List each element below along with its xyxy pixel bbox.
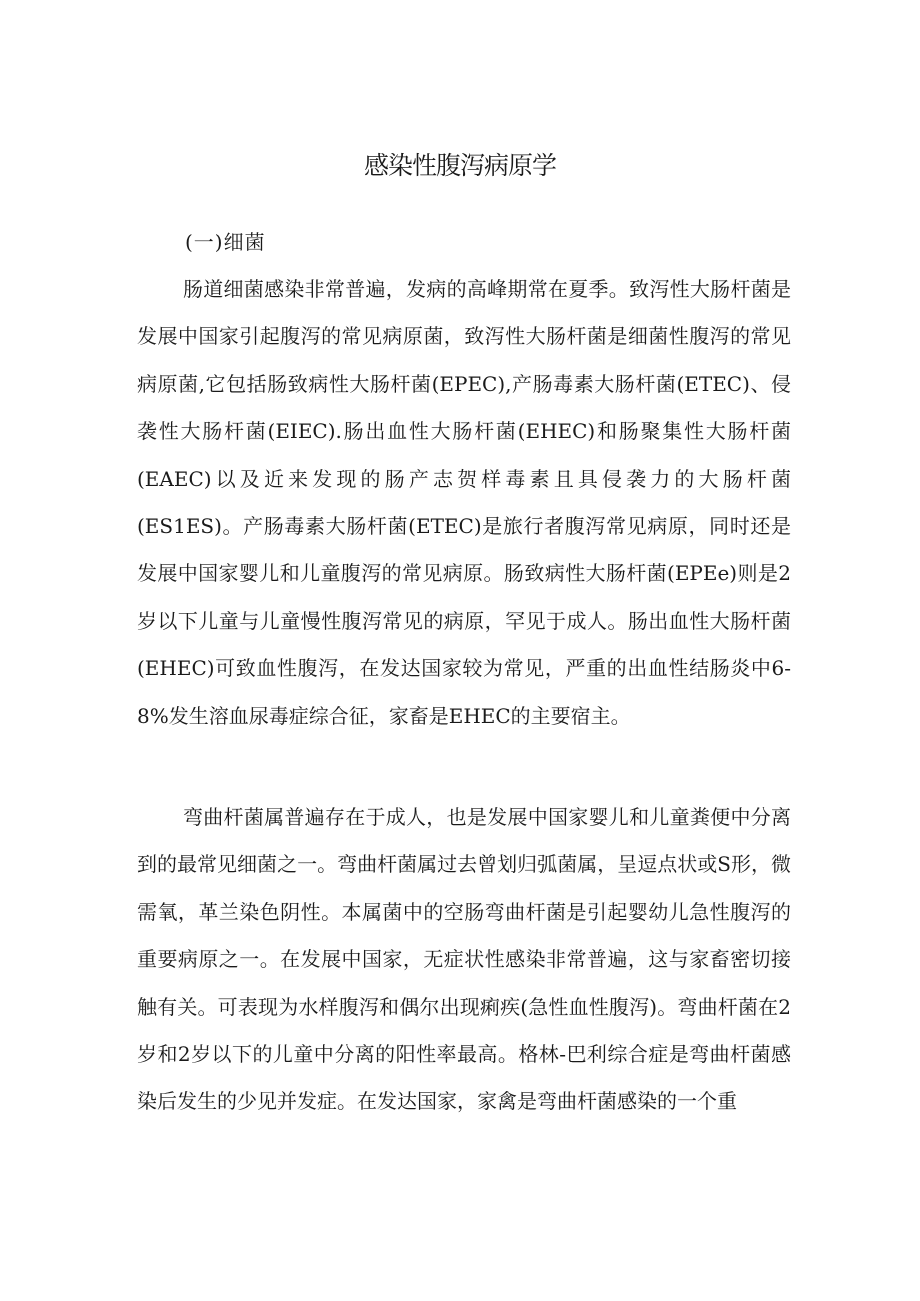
paragraph-e-coli: 肠道细菌感染非常普遍，发病的高峰期常在夏季。致泻性大肠杆菌是发展中国家引起腹泻的常见病原菌，致泻性大肠杆菌是细菌性腹泻的常见病原菌,它包括肠致病性大肠杆菌(EPEC),产肠毒素大肠杆菌(ETEC)、侵袭性大肠杆菌(EIEC).肠出血性大肠杆菌(EHEC)和肠聚集性大肠杆菌(EAEC)以及近来发现的肠产志贺样毒素且具侵袭力的大肠杆菌(ES1ES)。产肠毒素大肠杆菌(ETEC)是旅行者腹泻常见病原，同时还是发展中国家婴儿和儿童腹泻的常见病原。肠致病性大肠杆菌(EPEe)则是2岁以下儿童与儿童慢性腹泻常见的病原，罕见于成人。肠出血性大肠杆菌(EHEC)可致血性腹泻，在发达国家较为常见，严重的出血性结肠炎中6-8%发生溶血尿毒症综合征，家畜是EHEC的主要宿主。 — [137, 277, 791, 728]
document-title: 感染性腹泻病原学 — [363, 151, 556, 180]
paragraph-campylobacter: 弯曲杆菌属普遍存在于成人，也是发展中国家婴儿和儿童粪便中分离到的最常见细菌之一。弯曲杆菌属过去曾划归弧菌属，呈逗点状或S形，微需氧，革兰染色阴性。本属菌中的空肠弯曲杆菌是引起婴幼儿急性腹泻的重要病原之一。在发展中国家，无症状性感染非常普遍，这与家畜密切接触有关。可表现为水样腹泻和偶尔出现痢疾(急性血性腹泻)。弯曲杆菌在2岁和2岁以下的儿童中分离的阳性率最高。格林-巴利综合症是弯曲杆菌感染后发生的少见并发症。在发达国家，家禽是弯曲杆菌感染的一个重 — [137, 805, 791, 1114]
section-heading-bacteria: (一)细菌 — [185, 230, 266, 254]
